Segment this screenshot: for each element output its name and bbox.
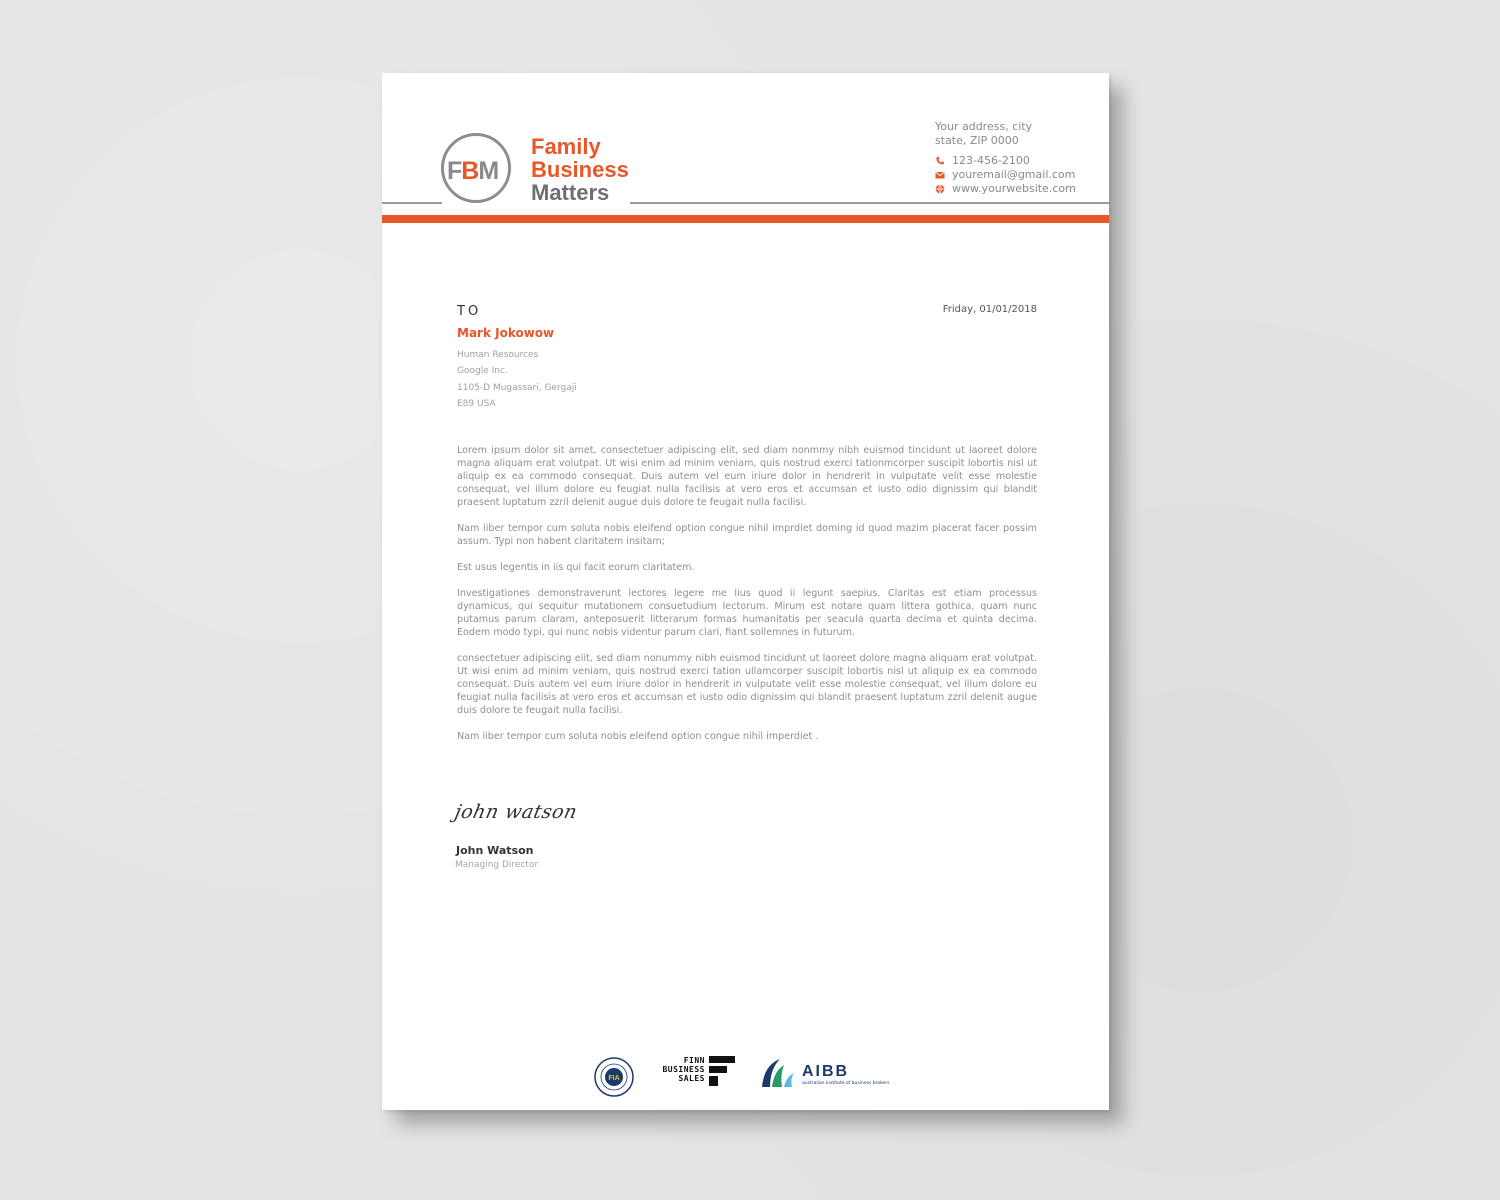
body-paragraph: Investigationes demonstraverunt lectores legere me lius quod ii legunt saepius. Claritas est etiam processus dynamicus, qui sequitur mutationem consuetudium lectorum. Mirum est notare quam littera gothica, quam nunc putamus parum claram, anteposuerit litterarum formas humanitatis per seacula quarta decima et quinta decima. Eodem modo typi, qui nunc nobis videntur parum clari, fiant sollemnes in futurum.: [457, 588, 1037, 638]
body-paragraph: Nam liber tempor cum soluta nobis eleifend option congue nihil imperdiet .: [457, 731, 819, 742]
finn-line: SALES: [678, 1074, 705, 1083]
finn-f-mark: [709, 1056, 737, 1086]
aibb-logo: [758, 1057, 908, 1093]
recipient-address: [457, 347, 577, 412]
phone-row: [935, 154, 1076, 168]
header-rule-grey-left: [382, 202, 442, 204]
body-paragraph: Nam liber tempor cum soluta nobis eleifend option congue nihil imprdiet doming id quod mazim placerat facer possim assum. Typi non habent claritatem insitam;: [457, 523, 1037, 547]
recipient-line: 1105-D Mugassari, Gergaji: [457, 382, 577, 393]
finn-wordmark: [659, 1056, 705, 1083]
body-paragraph: Est usus legentis in iis qui facit eorum claritatem.: [457, 562, 695, 573]
letter-body: [457, 444, 1037, 756]
body-paragraph: Lorem ipsum dolor sit amet, consectetuer adipiscing elit, sed diam nonmmy nibh euismod tincidunt ut laoreet dolore magna aliquam erat volutpat. Ut wisi enim ad minim veniam, quis nostrud exerci tationmcorper suscipit lobortis nisl ut aliquip ex ea commodo consequat. Duis autem vel eum iriure dolor in hendrerit in vulputate velit esse molestie consequat, vel illum dolore eu feugiat nulla facilisis at vero eros et accumsan et iusto odio dignissim qui blandit praesent luptatum zzril delenit augue duis dolore te feugait nulla facilisi.: [457, 445, 1037, 508]
to-label: TO: [457, 304, 482, 319]
recipient-name: Mark Jokowow: [457, 326, 555, 340]
handwritten-signature: john watson: [452, 801, 580, 823]
logo-monogram: [447, 157, 498, 186]
website-row: [935, 182, 1076, 196]
header-rule-orange: [382, 215, 1109, 223]
letterhead-page: [382, 73, 1109, 1110]
website-url[interactable]: www.yourwebsite.com: [952, 182, 1076, 195]
globe-icon: [935, 184, 945, 194]
monogram-m: M: [478, 157, 499, 185]
phone-number: 123-456-2100: [952, 154, 1030, 167]
signer-title: Managing Director: [455, 860, 539, 870]
monogram-b: B: [461, 157, 479, 185]
aibb-swoosh-mark: [758, 1057, 798, 1089]
recipient-line: E89 USA: [457, 398, 496, 409]
signer-name: John Watson: [456, 844, 534, 857]
aibb-name: AIBB: [802, 1063, 850, 1080]
letter-date: Friday, 01/01/2018: [942, 304, 1037, 315]
logo-wordmark: [531, 135, 629, 204]
contact-block: [935, 120, 1076, 196]
finn-line: BUSINESS: [662, 1065, 705, 1074]
email-address[interactable]: youremail@gmail.com: [952, 168, 1076, 181]
email-row: [935, 168, 1076, 182]
logo-word-matters: Matters: [531, 180, 610, 205]
header-rule-grey-right: [630, 202, 1109, 204]
monogram-f: F: [447, 157, 462, 185]
body-paragraph: consectetuer adipiscing elit, sed diam nonummy nibh euismod tincidunt ut laoreet dolore magna aliquam erat volutpat. Ut wisi enim ad minim veniam, quis nostrud exerci tation ullamcorper suscipit lobortis nisl ut aliquip ex ea commodo consequat. Duis autem vel eum iriure dolor in hendrerit in vulputate velit esse molestie consequat, vel illum dolore eu feugiat nulla facilisis at vero eros et accumsan et iusto odio dignissim qui blandit praesent luptatum zzril delenit augue duis dolore te feugait nulla facilisi.: [457, 653, 1037, 716]
finn-line: FINN: [683, 1056, 705, 1065]
logo-word-business: Business: [531, 157, 629, 182]
fia-seal-logo: [594, 1057, 634, 1097]
aibb-tagline: australian institute of business brokers: [802, 1081, 890, 1086]
phone-icon: [935, 156, 945, 166]
seal-text: FIA: [608, 1075, 620, 1082]
logo-word-family: Family: [531, 134, 601, 159]
company-logo: [439, 131, 649, 211]
recipient-line: Google Inc.: [457, 366, 508, 377]
finn-business-sales-logo: [659, 1055, 739, 1091]
recipient-line: Human Resources: [457, 350, 539, 360]
address-line-2: state, ZIP 0000: [935, 134, 1019, 147]
address-line-1: Your address, city: [935, 120, 1033, 133]
email-icon: [935, 170, 945, 180]
